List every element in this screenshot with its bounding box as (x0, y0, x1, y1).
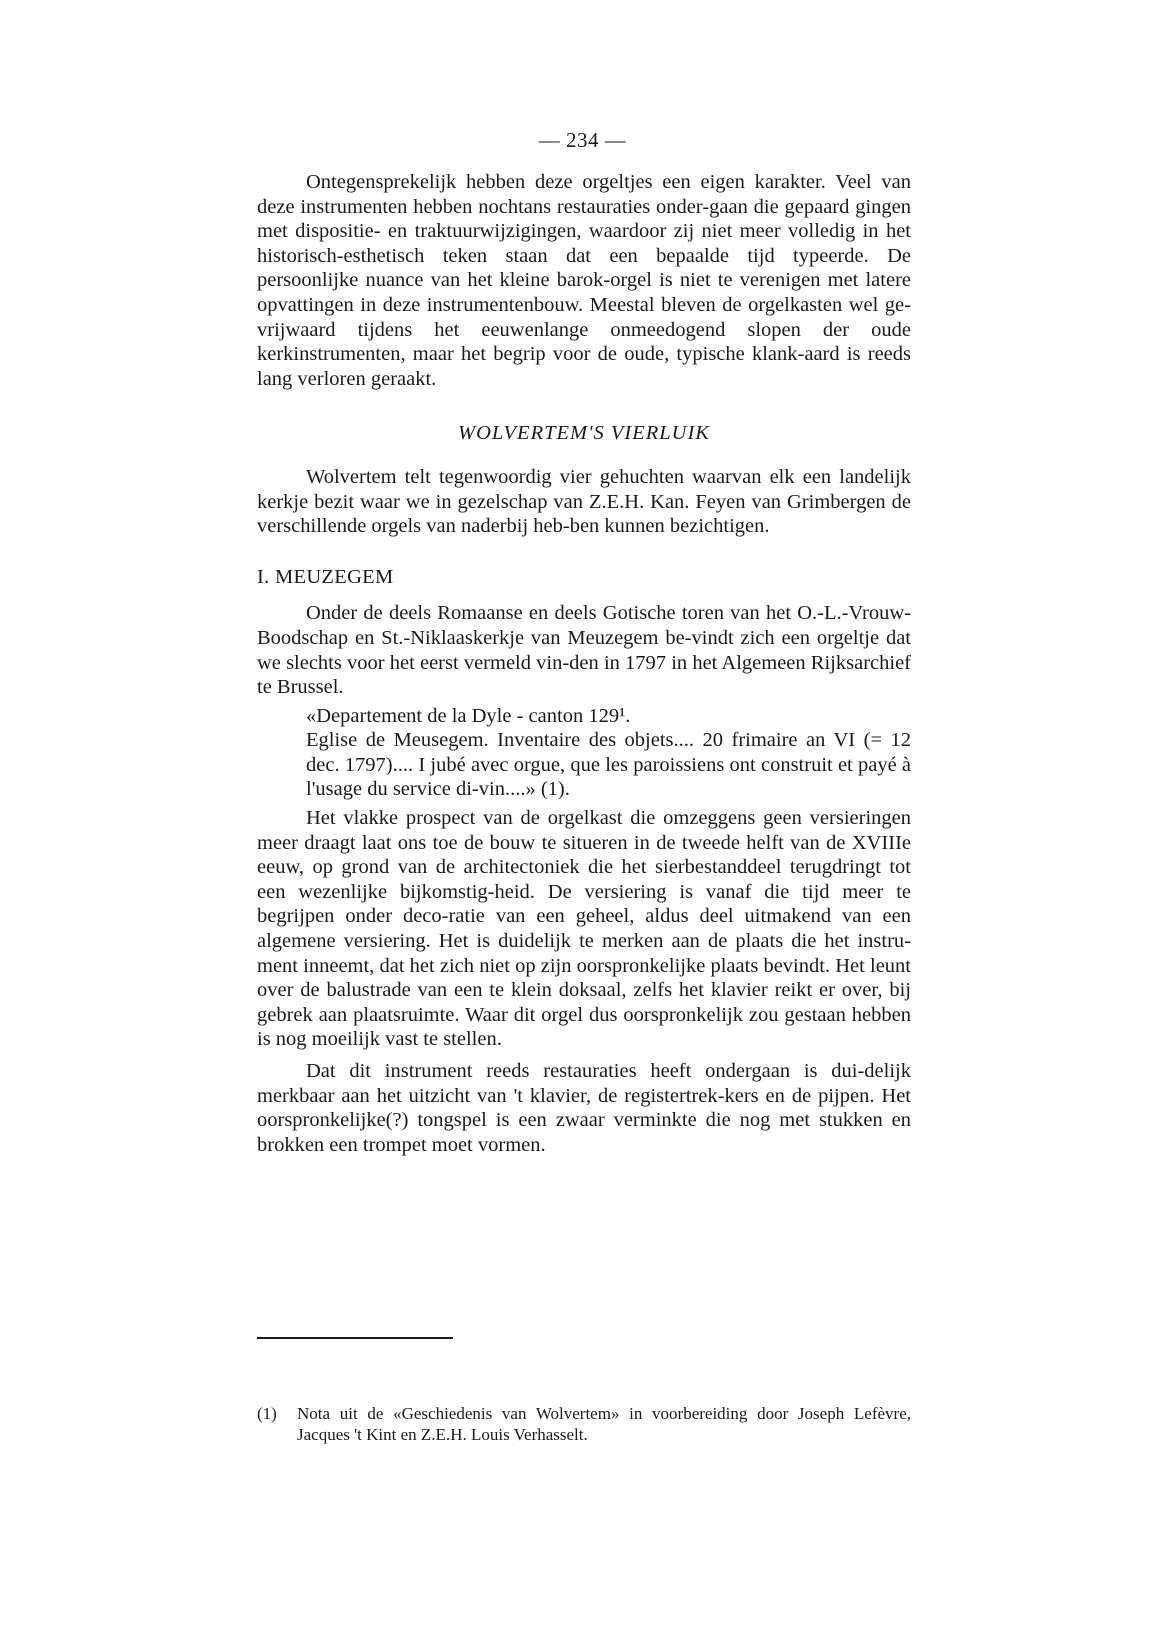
page-number: — 234 — (538, 128, 627, 152)
body-text (257, 170, 911, 1157)
footnote-text: Nota uit de «Geschiedenis van Wolvertem» in voorbereiding door Joseph Lefèvre, Jacques 't Kint en Z.E.H. Louis Verhasselt. (297, 1404, 911, 1444)
paragraph-meuzegem-2: Het vlakke prospect van de orgelkast die omzeggens geen versieringen meer draagt laat ons toe de bouw te situeren in de tweede helft van de XVIIIe eeuw, op grond van de architectoniek die het sierbestanddeel terugdringt tot een wezenlijke bijkomstig-heid. De versiering is vanaf die tijd meer te begrijpen onder deco-ratie van een geheel, aldus deel uitmakend van een algemene versiering. Het is duidelijk te merken aan de plaats die het instru-ment inneemt, dat het zich niet op zijn oorspronkelijke plaats bevindt. Het leunt over de balustrade van een te klein doksaal, zelfs het klavier reikt er over, bij gebrek aan plaatsruimte. Waar dit orgel dus oorspronkelijk zou gestaan hebben is nog moeilijk vast te stellen. (257, 807, 911, 1051)
footnote-rule (257, 1337, 453, 1339)
paragraph-meuzegem-1: Onder de deels Romaanse en deels Gotische toren van het O.-L.-Vrouw-Boodschap en St.-Niklaaskerkje van Meuzegem be-vindt zich een orgeltje dat we slechts voor het eerst vermeld vin-den in 1797 in het Algemeen Rijksarchief te Brussel. (257, 602, 911, 699)
quote-line-1: «Departement de la Dyle - canton 129¹. (306, 704, 631, 727)
heading-wolvertem: WOLVERTEM'S VIERLUIK (458, 422, 710, 445)
paragraph-wolvertem: Wolvertem telt tegenwoordig vier gehuchten waarvan elk een landelijk kerkje bezit waar we in gezelschap van Z.E.H. Kan. Feyen van Grimbergen de verschillende orgels van naderbij heb-ben kunnen bezichtigen. (257, 465, 911, 538)
paragraph-intro: Ontegensprekelijk hebben deze orgeltjes een eigen karakter. Veel van deze instrumenten hebben nochtans restauraties onder-gaan die gepaard gingen met dispositie- en traktuurwijzigingen, waardoor zij niet meer volledig in het historisch-esthetisch teken staan dat een bepaalde tijd typeerde. De persoonlijke nuance van het kleine barok-orgel is niet te verenigen met latere opvattingen in deze instrumentenbouw. Meestal bleven de orgelkasten wel ge-vrijwaard tijdens het eeuwenlange onmeedogend slopen der oude kerkinstrumenten, maar het begrip voor de oude, typische klank-aard is reeds lang verloren geraakt. (257, 171, 911, 390)
paragraph-meuzegem-3: Dat dit instrument reeds restauraties heeft ondergaan is dui-delijk merkbaar aan het uitzicht van 't klavier, de registertrek-kers en de pijpen. Het oorspronkelijke(?) tongspel is een zwaar verminkte die nog met stukken en brokken een trompet moet vormen. (257, 1060, 911, 1156)
footnote-marker: (1) (257, 1404, 277, 1423)
quote-line-2: Eglise de Meusegem. Inventaire des objets.... 20 frimaire an VI (= 12 dec. 1797).... I jubé avec orgue, que les paroissiens ont construit et payé à l'usage du service di-vin....» (1). (306, 729, 911, 801)
section-heading-meuzegem: I. MEUZEGEM (257, 565, 394, 588)
footnote (257, 1403, 911, 1445)
